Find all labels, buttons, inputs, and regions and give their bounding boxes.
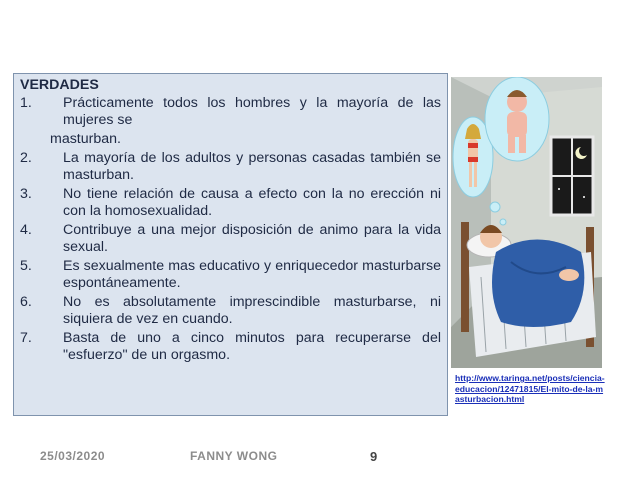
item-number: 6.	[20, 294, 32, 310]
page-number: 9	[370, 449, 378, 464]
item-number: 5.	[20, 258, 32, 274]
window-icon	[551, 137, 593, 215]
item-text: Prácticamente todos los hombres y la mayoría de las mujeres se	[63, 95, 441, 128]
source-link[interactable]: http://www.taringa.net/posts/ciencia-educacion/12471815/El-mito-de-la-masturbacion.html	[455, 373, 605, 405]
item-text: Contribuye a una mejor disposición de animo para la vida sexual.	[63, 222, 441, 255]
list-item	[20, 186, 441, 220]
list-item	[20, 330, 441, 364]
item-number: 4.	[20, 222, 32, 238]
footer-date: 25/03/2020	[40, 449, 106, 463]
item-number: 3.	[20, 186, 32, 202]
item-text: Es sexualmente mas educativo y enriquecedor masturbarse espontáneamente.	[63, 258, 441, 291]
list-item	[20, 258, 441, 292]
item-text: No tiene relación de causa a efecto con la no erección ni con la homosexualidad.	[63, 186, 441, 219]
list-item	[20, 222, 441, 256]
list-item-continuation	[20, 131, 441, 148]
item-text: Basta de uno a cinco minutos para recuperarse del "esfuerzo" de un orgasmo.	[63, 330, 441, 363]
footer-author: FANNY WONG	[190, 449, 278, 463]
item-number: 2.	[20, 150, 32, 166]
item-text: No es absolutamente imprescindible masturbarse, ni siquiera de vez en cuando.	[63, 294, 441, 327]
heading: VERDADES	[20, 77, 99, 93]
item-number: 7.	[20, 330, 32, 346]
list-item	[20, 95, 441, 129]
item-number: 1.	[20, 95, 32, 111]
cartoon-illustration-icon	[451, 77, 602, 368]
list-item	[20, 294, 441, 328]
item-text: masturban.	[50, 131, 121, 147]
text-box	[13, 73, 448, 416]
list-item	[20, 150, 441, 184]
item-text: La mayoría de los adultos y personas casadas también se masturban.	[63, 150, 441, 183]
